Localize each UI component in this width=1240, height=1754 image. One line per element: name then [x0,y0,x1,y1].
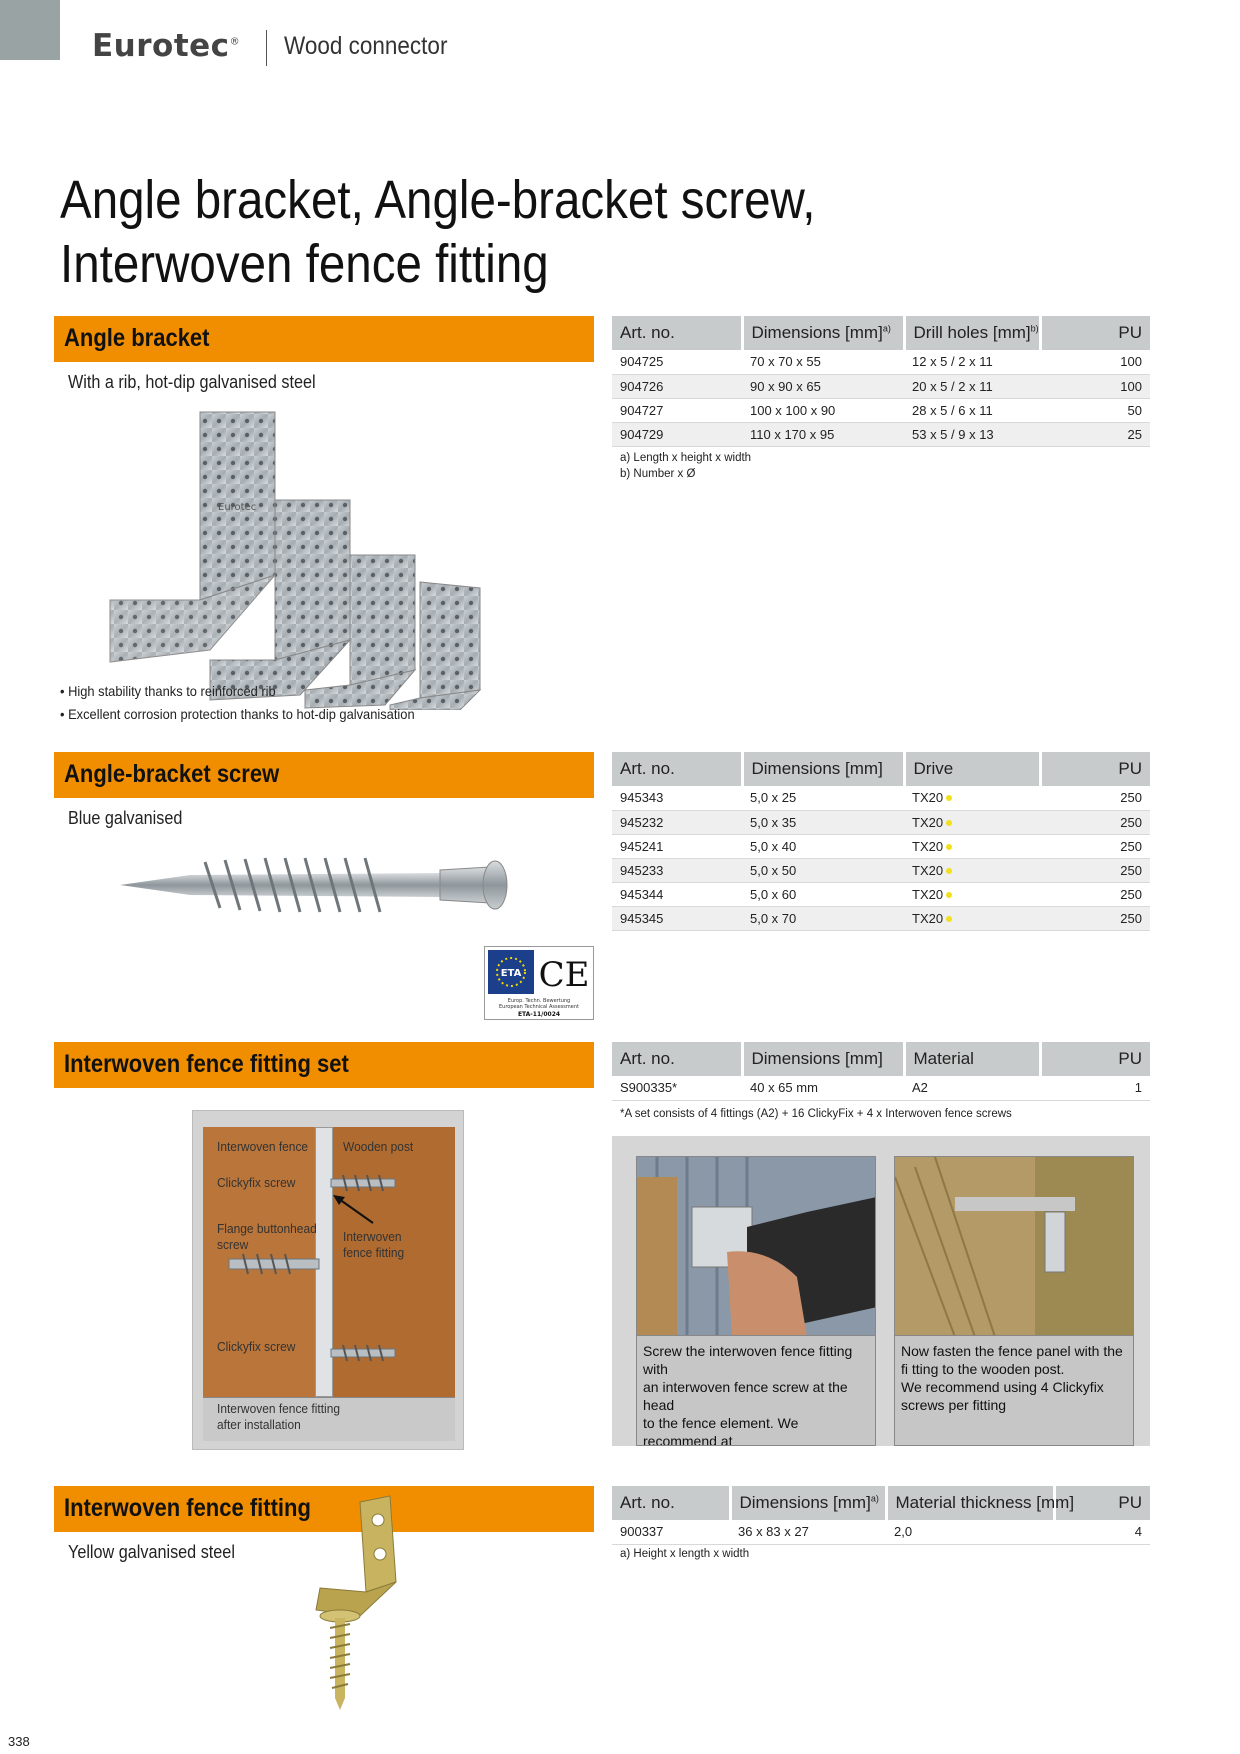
ce-mark: CE [538,955,590,995]
table-row: 945345 5,0 x 70 TX20 250 [612,906,1150,930]
section-bar-angle-bracket-screw: Angle-bracket screw [54,752,594,798]
drive-dot-icon [946,844,952,850]
table-row: 904727 100 x 100 x 90 28 x 5 / 6 x 11 50 [612,398,1150,422]
photo-fastening-image [895,1157,1134,1337]
svg-text:European Technical Assessment: European Technical Assessment [499,1004,579,1010]
eta-logo: ETA [500,968,522,979]
col-header: Material [904,1042,1040,1076]
angle-bracket-screw-subtitle: Blue galvanised [68,808,183,828]
table-row: 904729 110 x 170 x 95 53 x 5 / 9 x 13 25 [612,422,1150,446]
fence-fitting-set-table [612,1042,1150,1101]
eta-ce-badge [484,946,594,1020]
section-bar-fence-fitting: Interwoven fence fitting [54,1486,594,1532]
col-header: Dimensions [mm] [742,1042,904,1076]
col-header: Dimensions [mm]$^{a)}$ [742,316,904,350]
bracket-marking: Eurotec [218,502,257,513]
svg-text:Europ. Techn. Bewertung: Europ. Techn. Bewertung [507,998,571,1004]
col-header: Art. no. [612,1042,742,1076]
installation-photos [612,1136,1150,1446]
angle-bracket-table [612,316,1150,447]
page-title: Angle bracket, Angle-bracket screw, Interwoven fence fitting [60,170,816,294]
drive-dot-icon [946,820,952,826]
fence-fitting-set-note: *A set consists of 4 fittings (A2) + 16 ClickyFix + 4 x Interwoven fence screws [620,1108,1012,1120]
col-header: Drive [904,752,1040,786]
section-bar-fence-fitting-set: Interwoven fence fitting set [54,1042,594,1088]
drive-dot-icon [946,916,952,922]
col-header: Dimensions [mm]$^{a)}$ [730,1486,886,1520]
col-header: Material thickness [mm] [886,1486,1054,1520]
photo-fastening-caption: Now fasten the fence panel with the fi tting to the wooden post. We recommend using 4 Clickyfix screws per fitting [895,1335,1133,1445]
col-header: PU [1040,752,1150,786]
screw-image [110,840,510,930]
bullet-item: • High stability thanks to reinforced rib [60,683,276,699]
svg-text:ETA-11/0024: ETA-11/0024 [517,1011,561,1018]
table-row: 945344 5,0 x 60 TX20 250 [612,882,1150,906]
photo-fastening [894,1156,1134,1446]
col-header: PU [1040,1042,1150,1076]
corner-color-tab [0,0,60,60]
header-divider [266,30,267,66]
angle-bracket-subtitle: With a rib, hot-dip galvanised steel [68,372,316,392]
angle-bracket-bullets [60,680,445,726]
col-header: PU [1054,1486,1150,1520]
drive-dot-icon [946,795,952,801]
header-section: Wood connector [284,32,448,60]
table-row: 945241 5,0 x 40 TX20 250 [612,834,1150,858]
diagram-screws [193,1111,465,1411]
fence-fitting-diagram: Interwoven fence Wooden post Clickyfix screw Flange buttonhead screw Interwoven fence fitting Clickyfix screw Interwoven fence fitting after installation [192,1110,464,1450]
bullet-item: • Excellent corrosion protection thanks to hot-dip galvanisation [60,706,415,722]
fence-fitting-image [300,1492,440,1712]
col-header: Art. no. [612,752,742,786]
col-header: Drill holes [mm]$^{b)}$ [904,316,1040,350]
fence-fitting-note: a) Height x length x width [620,1548,750,1560]
brand-logo: Eurotec® [92,28,241,64]
table-row: S900335* 40 x 65 mm A2 1 [612,1076,1150,1100]
drive-dot-icon [946,892,952,898]
table-row: 904725 70 x 70 x 55 12 x 5 / 2 x 11 100 [612,350,1150,374]
angle-bracket-screw-table [612,752,1150,931]
table-row: 945233 5,0 x 50 TX20 250 [612,858,1150,882]
photo-drilling-caption: Screw the interwoven fence fitting with an interwoven fence screw at the head to the fence element. We recommend at [637,1335,875,1445]
table-row: 945343 5,0 x 25 TX20 250 [612,786,1150,810]
table-row: 945232 5,0 x 35 TX20 250 [612,810,1150,834]
col-header: PU [1040,316,1150,350]
fence-fitting-table [612,1486,1150,1545]
fence-fitting-subtitle: Yellow galvanised steel [68,1542,235,1562]
photo-drilling-image [637,1157,876,1337]
page-number: 338 [8,1734,30,1749]
col-header: Art. no. [612,316,742,350]
table-row: 904726 90 x 90 x 65 20 x 5 / 2 x 11 100 [612,374,1150,398]
angle-bracket-notes: a) Length x height x width b) Number x Ø [620,452,752,480]
col-header: Dimensions [mm] [742,752,904,786]
angle-bracket-image [100,400,560,710]
section-bar-angle-bracket: Angle bracket [54,316,594,362]
table-row: 900337 36 x 83 x 27 2,0 4 [612,1520,1150,1544]
drive-dot-icon [946,868,952,874]
photo-drilling [636,1156,876,1446]
col-header: Art. no. [612,1486,730,1520]
